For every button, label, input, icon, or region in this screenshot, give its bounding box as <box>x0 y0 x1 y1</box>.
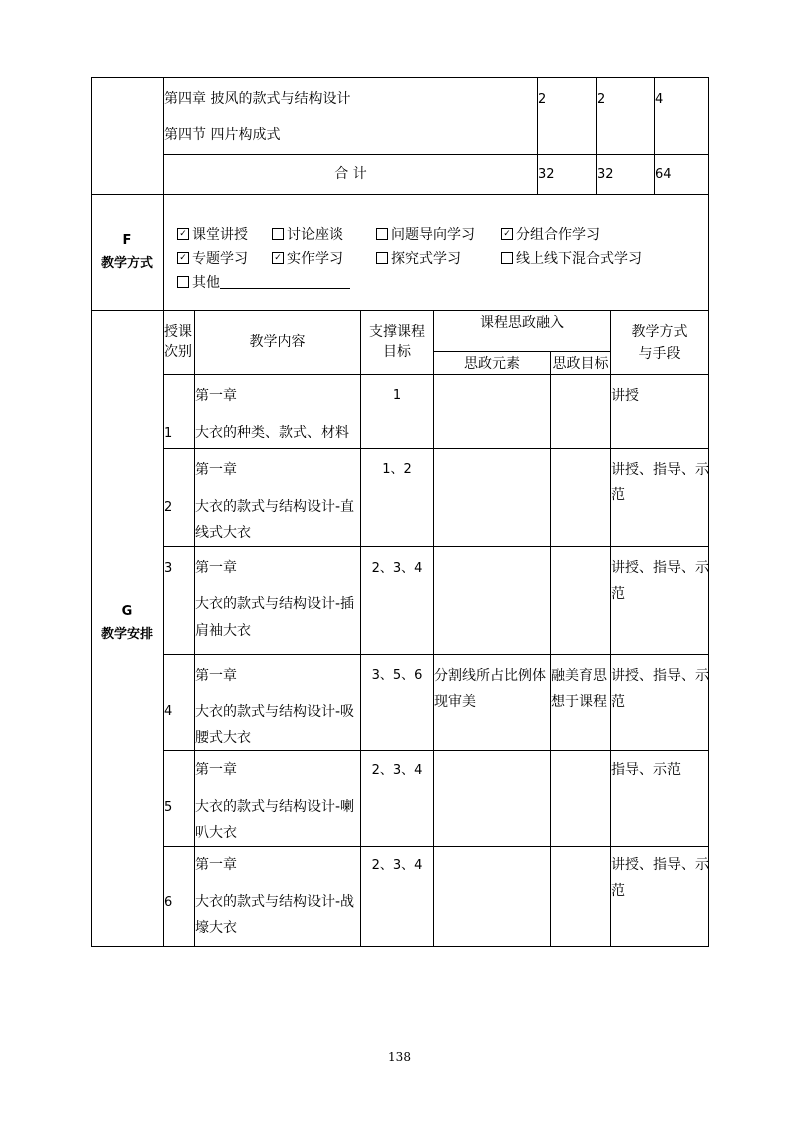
section-f-code: F <box>122 233 132 248</box>
row-number: 6 <box>164 895 173 910</box>
total-practice: 32 <box>597 167 614 182</box>
row-chapter: 第一章 <box>195 668 237 684</box>
row-goal: 2、3、4 <box>371 561 423 576</box>
row-content: 大衣的款式与结构设计-喇 <box>195 799 355 815</box>
row-content: 大衣的款式与结构设计-吸 <box>195 704 355 720</box>
header-goal-line1: 支撑课程 <box>369 324 425 340</box>
checkbox-checked-icon <box>501 228 513 240</box>
checkbox-checked-icon <box>177 252 189 264</box>
row-ideology-target-cont: 想于课程 <box>551 694 607 710</box>
option-practical[interactable]: ✓ 实作学习 <box>272 250 343 268</box>
section-g-label: 教学安排 <box>100 627 153 642</box>
option-inquiry[interactable]: 探究式学习 <box>376 250 461 268</box>
section-f-label: 教学方式 <box>100 256 153 271</box>
page-number: 138 <box>388 1050 411 1064</box>
row-chapter: 第一章 <box>195 388 237 404</box>
row-content: 大衣的款式与结构设计-直 <box>195 499 355 515</box>
option-lecture[interactable]: ✓课堂讲授 <box>177 226 248 244</box>
header-ideology-target: 思政目标 <box>552 356 609 372</box>
total-label: 合 计 <box>334 166 367 182</box>
header-method-line2: 与手段 <box>638 346 681 362</box>
row-content-cont: 腰式大衣 <box>195 730 251 746</box>
row-method: 讲授、指导、示 <box>611 560 709 576</box>
section-title: 第四节 四片构成式 <box>164 127 281 143</box>
checkbox-icon <box>376 252 388 264</box>
section-g-code: G <box>121 604 133 619</box>
row-method-cont: 范 <box>611 694 625 710</box>
row-content-cont: 叭大衣 <box>195 825 237 841</box>
chapter-title: 第四章 披风的款式与结构设计 <box>164 91 351 107</box>
option-topic-study[interactable]: ✓专题学习 <box>177 250 248 268</box>
row-method: 讲授、指导、示 <box>611 857 709 873</box>
table-rule <box>163 448 709 449</box>
header-method-line1: 教学方式 <box>631 324 688 340</box>
row-number: 5 <box>164 800 173 815</box>
checkbox-checked-icon <box>272 252 284 264</box>
hours-practice: 2 <box>597 92 606 107</box>
row-method-cont: 范 <box>611 487 625 503</box>
row-content: 大衣的款式与结构设计-战 <box>195 894 355 910</box>
row-number: 4 <box>164 704 173 719</box>
row-method: 讲授、指导、示 <box>611 668 709 684</box>
table-rule <box>433 310 434 946</box>
table-rule <box>433 351 610 352</box>
row-ideology-element-cont: 现审美 <box>434 694 476 710</box>
option-discussion[interactable]: 讨论座谈 <box>272 226 343 244</box>
hours-lecture: 2 <box>538 92 547 107</box>
header-order-line1: 授课 <box>164 324 192 340</box>
row-content-cont: 肩袖大衣 <box>195 623 251 639</box>
total-lecture: 32 <box>538 167 555 182</box>
row-content: 大衣的款式与结构设计-插 <box>195 596 355 612</box>
row-goal: 2、3、4 <box>371 858 423 873</box>
row-method: 指导、示范 <box>611 762 681 778</box>
row-method-cont: 范 <box>611 883 625 899</box>
table-rule <box>91 194 709 195</box>
table-rule <box>163 546 709 547</box>
option-blended[interactable]: 线上线下混合式学习 <box>501 250 642 268</box>
row-content: 大衣的种类、款式、材料 <box>195 425 349 441</box>
row-method-cont: 范 <box>611 586 625 602</box>
other-blank-line <box>220 274 350 289</box>
checkbox-icon <box>376 228 388 240</box>
checkbox-icon <box>272 228 284 240</box>
table-border-right <box>708 77 709 946</box>
row-chapter: 第一章 <box>195 560 237 576</box>
row-ideology-element: 分割线所占比例体 <box>434 668 546 684</box>
row-number: 3 <box>164 561 173 576</box>
option-other[interactable]: 其他 <box>177 274 350 292</box>
row-goal: 1、2 <box>382 462 412 477</box>
table-border-top <box>91 77 709 78</box>
row-content-cont: 壕大衣 <box>195 920 237 936</box>
checkbox-icon <box>501 252 513 264</box>
row-number: 2 <box>164 500 173 515</box>
table-rule <box>610 310 611 946</box>
header-goal-line2: 目标 <box>383 344 411 360</box>
row-chapter: 第一章 <box>195 857 237 873</box>
row-chapter: 第一章 <box>195 462 237 478</box>
row-goal: 3、5、6 <box>371 668 423 683</box>
row-chapter: 第一章 <box>195 762 237 778</box>
option-problem-based[interactable]: 问题导向学习 <box>376 226 475 244</box>
checkbox-checked-icon <box>177 228 189 240</box>
row-content-cont: 线式大衣 <box>195 525 251 541</box>
row-ideology-target: 融美育思 <box>551 668 607 684</box>
header-order-line2: 次别 <box>164 344 192 360</box>
hours-total: 4 <box>655 92 664 107</box>
option-group-work[interactable]: ✓ 分组合作学习 <box>501 226 600 244</box>
row-method: 讲授 <box>611 388 639 404</box>
header-content: 教学内容 <box>249 334 306 350</box>
table-rule <box>163 750 709 751</box>
table-rule <box>163 846 709 847</box>
table-rule <box>550 351 551 946</box>
total-all: 64 <box>655 167 672 182</box>
table-rule <box>91 310 709 311</box>
table-rule <box>360 310 361 946</box>
checkbox-icon <box>177 276 189 288</box>
row-number: 1 <box>164 426 173 441</box>
table-rule <box>163 374 709 375</box>
header-ideology-element: 思政元素 <box>464 356 520 372</box>
table-rule <box>163 154 709 155</box>
row-method: 讲授、指导、示 <box>611 462 709 478</box>
table-border-left <box>91 77 92 946</box>
row-goal: 2、3、4 <box>371 763 423 778</box>
table-rule <box>163 654 709 655</box>
row-goal: 1 <box>392 388 402 403</box>
header-ideology: 课程思政融入 <box>480 315 564 331</box>
table-border-bottom <box>91 946 709 947</box>
